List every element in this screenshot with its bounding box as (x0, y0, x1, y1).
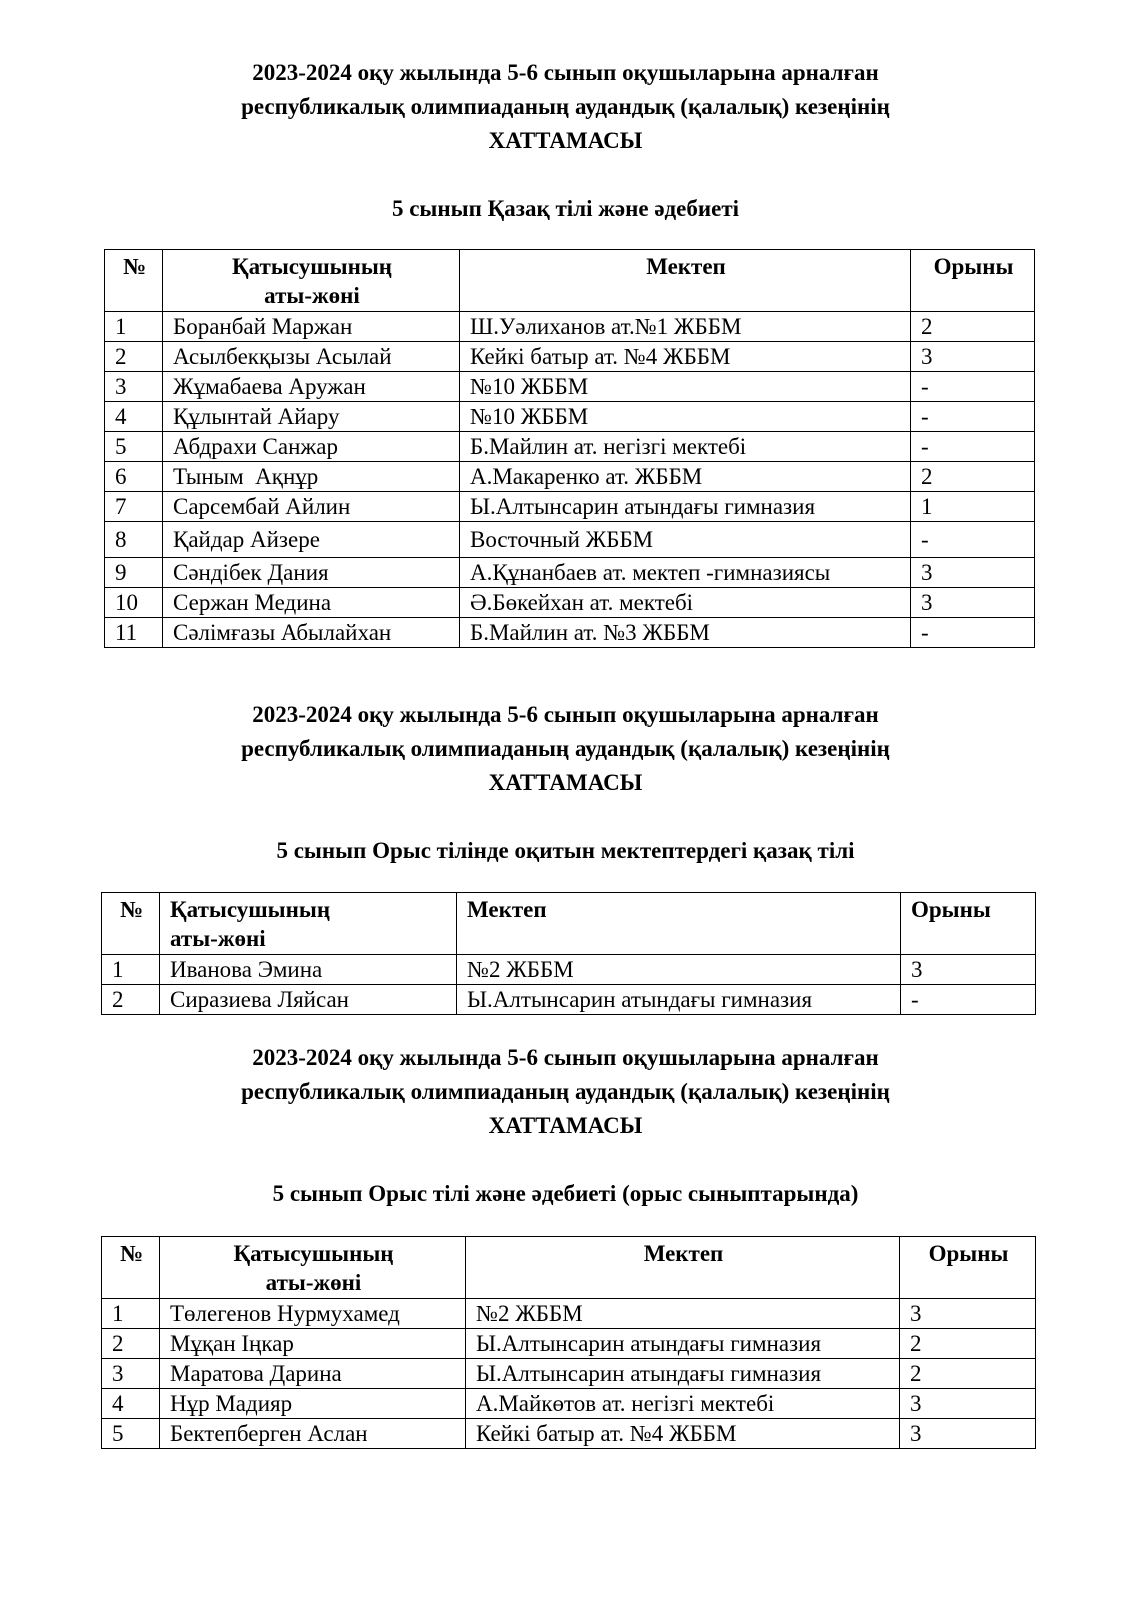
cell-no: 8 (105, 522, 163, 558)
col-header-place: Орыны (900, 1237, 1036, 1299)
cell-name: Жұмабаева Аружан (163, 372, 460, 402)
cell-place: 3 (900, 1389, 1036, 1419)
cell-place: 3 (901, 955, 1036, 985)
results-table (101, 1236, 1036, 1449)
cell-place: - (911, 522, 1035, 558)
cell-name: Құлынтай Айару (163, 402, 460, 432)
col-header-name-line2: аты-жөні (265, 1270, 362, 1295)
table-row (102, 985, 1036, 1015)
heading-line: ХАТТАМАСЫ (488, 1113, 643, 1138)
cell-name: Бектепберген Аслан (160, 1419, 466, 1449)
col-header-school: Мектеп (457, 893, 901, 955)
cell-no: 10 (105, 588, 163, 618)
col-header-name (160, 1237, 466, 1299)
cell-school: А.Макаренко ат. ЖББМ (460, 462, 911, 492)
cell-no: 2 (102, 985, 160, 1015)
col-header-name-line2: аты-жөні (264, 283, 360, 308)
cell-place: - (911, 618, 1035, 648)
cell-name: Маратова Дарина (160, 1359, 466, 1389)
cell-name: Иванова Эмина (160, 955, 457, 985)
cell-name: Қайдар Айзере (163, 522, 460, 558)
cell-place: 3 (911, 558, 1035, 588)
heading-line: республикалық олимпиаданың аудандық (қалалық) кезеңінің (241, 94, 890, 119)
cell-name: Мұқан Іңкар (160, 1329, 466, 1359)
cell-school: Кейкі батыр ат. №4 ЖББМ (466, 1419, 900, 1449)
table-row (105, 312, 1035, 342)
cell-name: Сәндібек Дания (163, 558, 460, 588)
cell-place: 2 (911, 462, 1035, 492)
results-table (101, 892, 1036, 1015)
table-row (105, 462, 1035, 492)
table-header-row (105, 250, 1035, 312)
heading-line: 2023-2024 оқу жылында 5-6 сынып оқушыларына арналған (252, 60, 879, 85)
protocol-heading (0, 698, 1131, 800)
cell-place: 2 (900, 1359, 1036, 1389)
cell-school: Восточный ЖББМ (460, 522, 911, 558)
cell-school: Б.Майлин ат. №3 ЖББМ (460, 618, 911, 648)
table-row (105, 402, 1035, 432)
table-row (105, 558, 1035, 588)
cell-no: 2 (105, 342, 163, 372)
cell-no: 4 (102, 1389, 160, 1419)
cell-no: 1 (102, 1299, 160, 1329)
col-header-name-line1: Қатысушының (170, 897, 331, 922)
section-subtitle: 5 сынып Қазақ тілі және әдебиеті (391, 196, 740, 221)
cell-no: 6 (105, 462, 163, 492)
protocol-heading (0, 1041, 1131, 1143)
cell-no: 2 (102, 1329, 160, 1359)
cell-school: №2 ЖББМ (466, 1299, 900, 1329)
table-row (105, 618, 1035, 648)
heading-line: 2023-2024 оқу жылында 5-6 сынып оқушыларына арналған (252, 1045, 879, 1070)
table-row (105, 432, 1035, 462)
results-table (104, 249, 1035, 648)
heading-line: ХАТТАМАСЫ (488, 770, 643, 795)
table-row (102, 955, 1036, 985)
col-header-no: № (105, 250, 163, 312)
cell-school: Ы.Алтынсарин атындағы гимназия (457, 985, 901, 1015)
table-row (102, 1389, 1036, 1419)
col-header-no: № (102, 893, 160, 955)
cell-name: Асылбекқызы Асылай (163, 342, 460, 372)
cell-place: 2 (911, 312, 1035, 342)
cell-no: 5 (102, 1419, 160, 1449)
cell-school: №10 ЖББМ (460, 372, 911, 402)
table-row (105, 372, 1035, 402)
col-header-name-line1: Қатысушының (231, 254, 393, 279)
cell-place: 3 (911, 342, 1035, 372)
cell-school: Ә.Бөкейхан ат. мектебі (460, 588, 911, 618)
heading-line: республикалық олимпиаданың аудандық (қалалық) кезеңінің (241, 736, 890, 761)
cell-school: №2 ЖББМ (457, 955, 901, 985)
cell-no: 1 (105, 312, 163, 342)
cell-no: 4 (105, 402, 163, 432)
col-header-name-line2: аты-жөні (170, 926, 266, 951)
cell-school: №10 ЖББМ (460, 402, 911, 432)
col-header-school: Мектеп (466, 1237, 900, 1299)
cell-no: 5 (105, 432, 163, 462)
cell-place: - (911, 432, 1035, 462)
cell-place: - (901, 985, 1036, 1015)
cell-name: Төлегенов Нурмухамед (160, 1299, 466, 1329)
cell-no: 9 (105, 558, 163, 588)
cell-name: Сәлімғазы Абылайхан (163, 618, 460, 648)
cell-school: Ы.Алтынсарин атындағы гимназия (466, 1359, 900, 1389)
cell-name: Сержан Медина (163, 588, 460, 618)
table-row (105, 522, 1035, 558)
cell-no: 7 (105, 492, 163, 522)
table-row (102, 1359, 1036, 1389)
cell-no: 3 (102, 1359, 160, 1389)
table-header-row (102, 893, 1036, 955)
cell-school: А.Құнанбаев ат. мектеп -гимназиясы (460, 558, 911, 588)
protocol-heading (0, 56, 1131, 158)
cell-name: Боранбай Маржан (163, 312, 460, 342)
cell-place: 1 (911, 492, 1035, 522)
table-row (105, 492, 1035, 522)
table-row (105, 342, 1035, 372)
cell-name: Сиразиева Ляйсан (160, 985, 457, 1015)
section-subtitle: 5 сынып Орыс тілінде оқитын мектептердегі қазақ тілі (276, 838, 855, 863)
table-row (105, 588, 1035, 618)
cell-place: 3 (911, 588, 1035, 618)
col-header-school: Мектеп (460, 250, 911, 312)
table-header-row (102, 1237, 1036, 1299)
cell-school: Ы.Алтынсарин атындағы гимназия (460, 492, 911, 522)
col-header-no: № (102, 1237, 160, 1299)
heading-line: республикалық олимпиаданың аудандық (қалалық) кезеңінің (241, 1079, 890, 1104)
table-row (102, 1419, 1036, 1449)
cell-school: Ш.Уәлиханов ат.№1 ЖББМ (460, 312, 911, 342)
heading-line: 2023-2024 оқу жылында 5-6 сынып оқушыларына арналған (252, 702, 879, 727)
cell-school: Б.Майлин ат. негізгі мектебі (460, 432, 911, 462)
cell-place: 3 (900, 1419, 1036, 1449)
heading-line: ХАТТАМАСЫ (488, 128, 643, 153)
cell-school: Кейкі батыр ат. №4 ЖББМ (460, 342, 911, 372)
cell-no: 1 (102, 955, 160, 985)
col-header-place: Орыны (901, 893, 1036, 955)
cell-name: Нұр Мадияр (160, 1389, 466, 1419)
table-row (102, 1329, 1036, 1359)
col-header-place: Орыны (911, 250, 1035, 312)
col-header-name-line1: Қатысушының (233, 1241, 394, 1266)
table-row (102, 1299, 1036, 1329)
col-header-name (163, 250, 460, 312)
section-subtitle: 5 сынып Орыс тілі және әдебиеті (орыс сыныптарында) (272, 1181, 859, 1206)
cell-place: 2 (900, 1329, 1036, 1359)
cell-place: 3 (900, 1299, 1036, 1329)
cell-no: 3 (105, 372, 163, 402)
cell-school: Ы.Алтынсарин атындағы гимназия (466, 1329, 900, 1359)
cell-school: А.Майкөтов ат. негізгі мектебі (466, 1389, 900, 1419)
cell-place: - (911, 372, 1035, 402)
cell-name: Абдрахи Санжар (163, 432, 460, 462)
col-header-name (160, 893, 457, 955)
cell-name: Тыным Ақнұр (163, 462, 460, 492)
cell-no: 11 (105, 618, 163, 648)
cell-place: - (911, 402, 1035, 432)
cell-name: Сарсембай Айлин (163, 492, 460, 522)
